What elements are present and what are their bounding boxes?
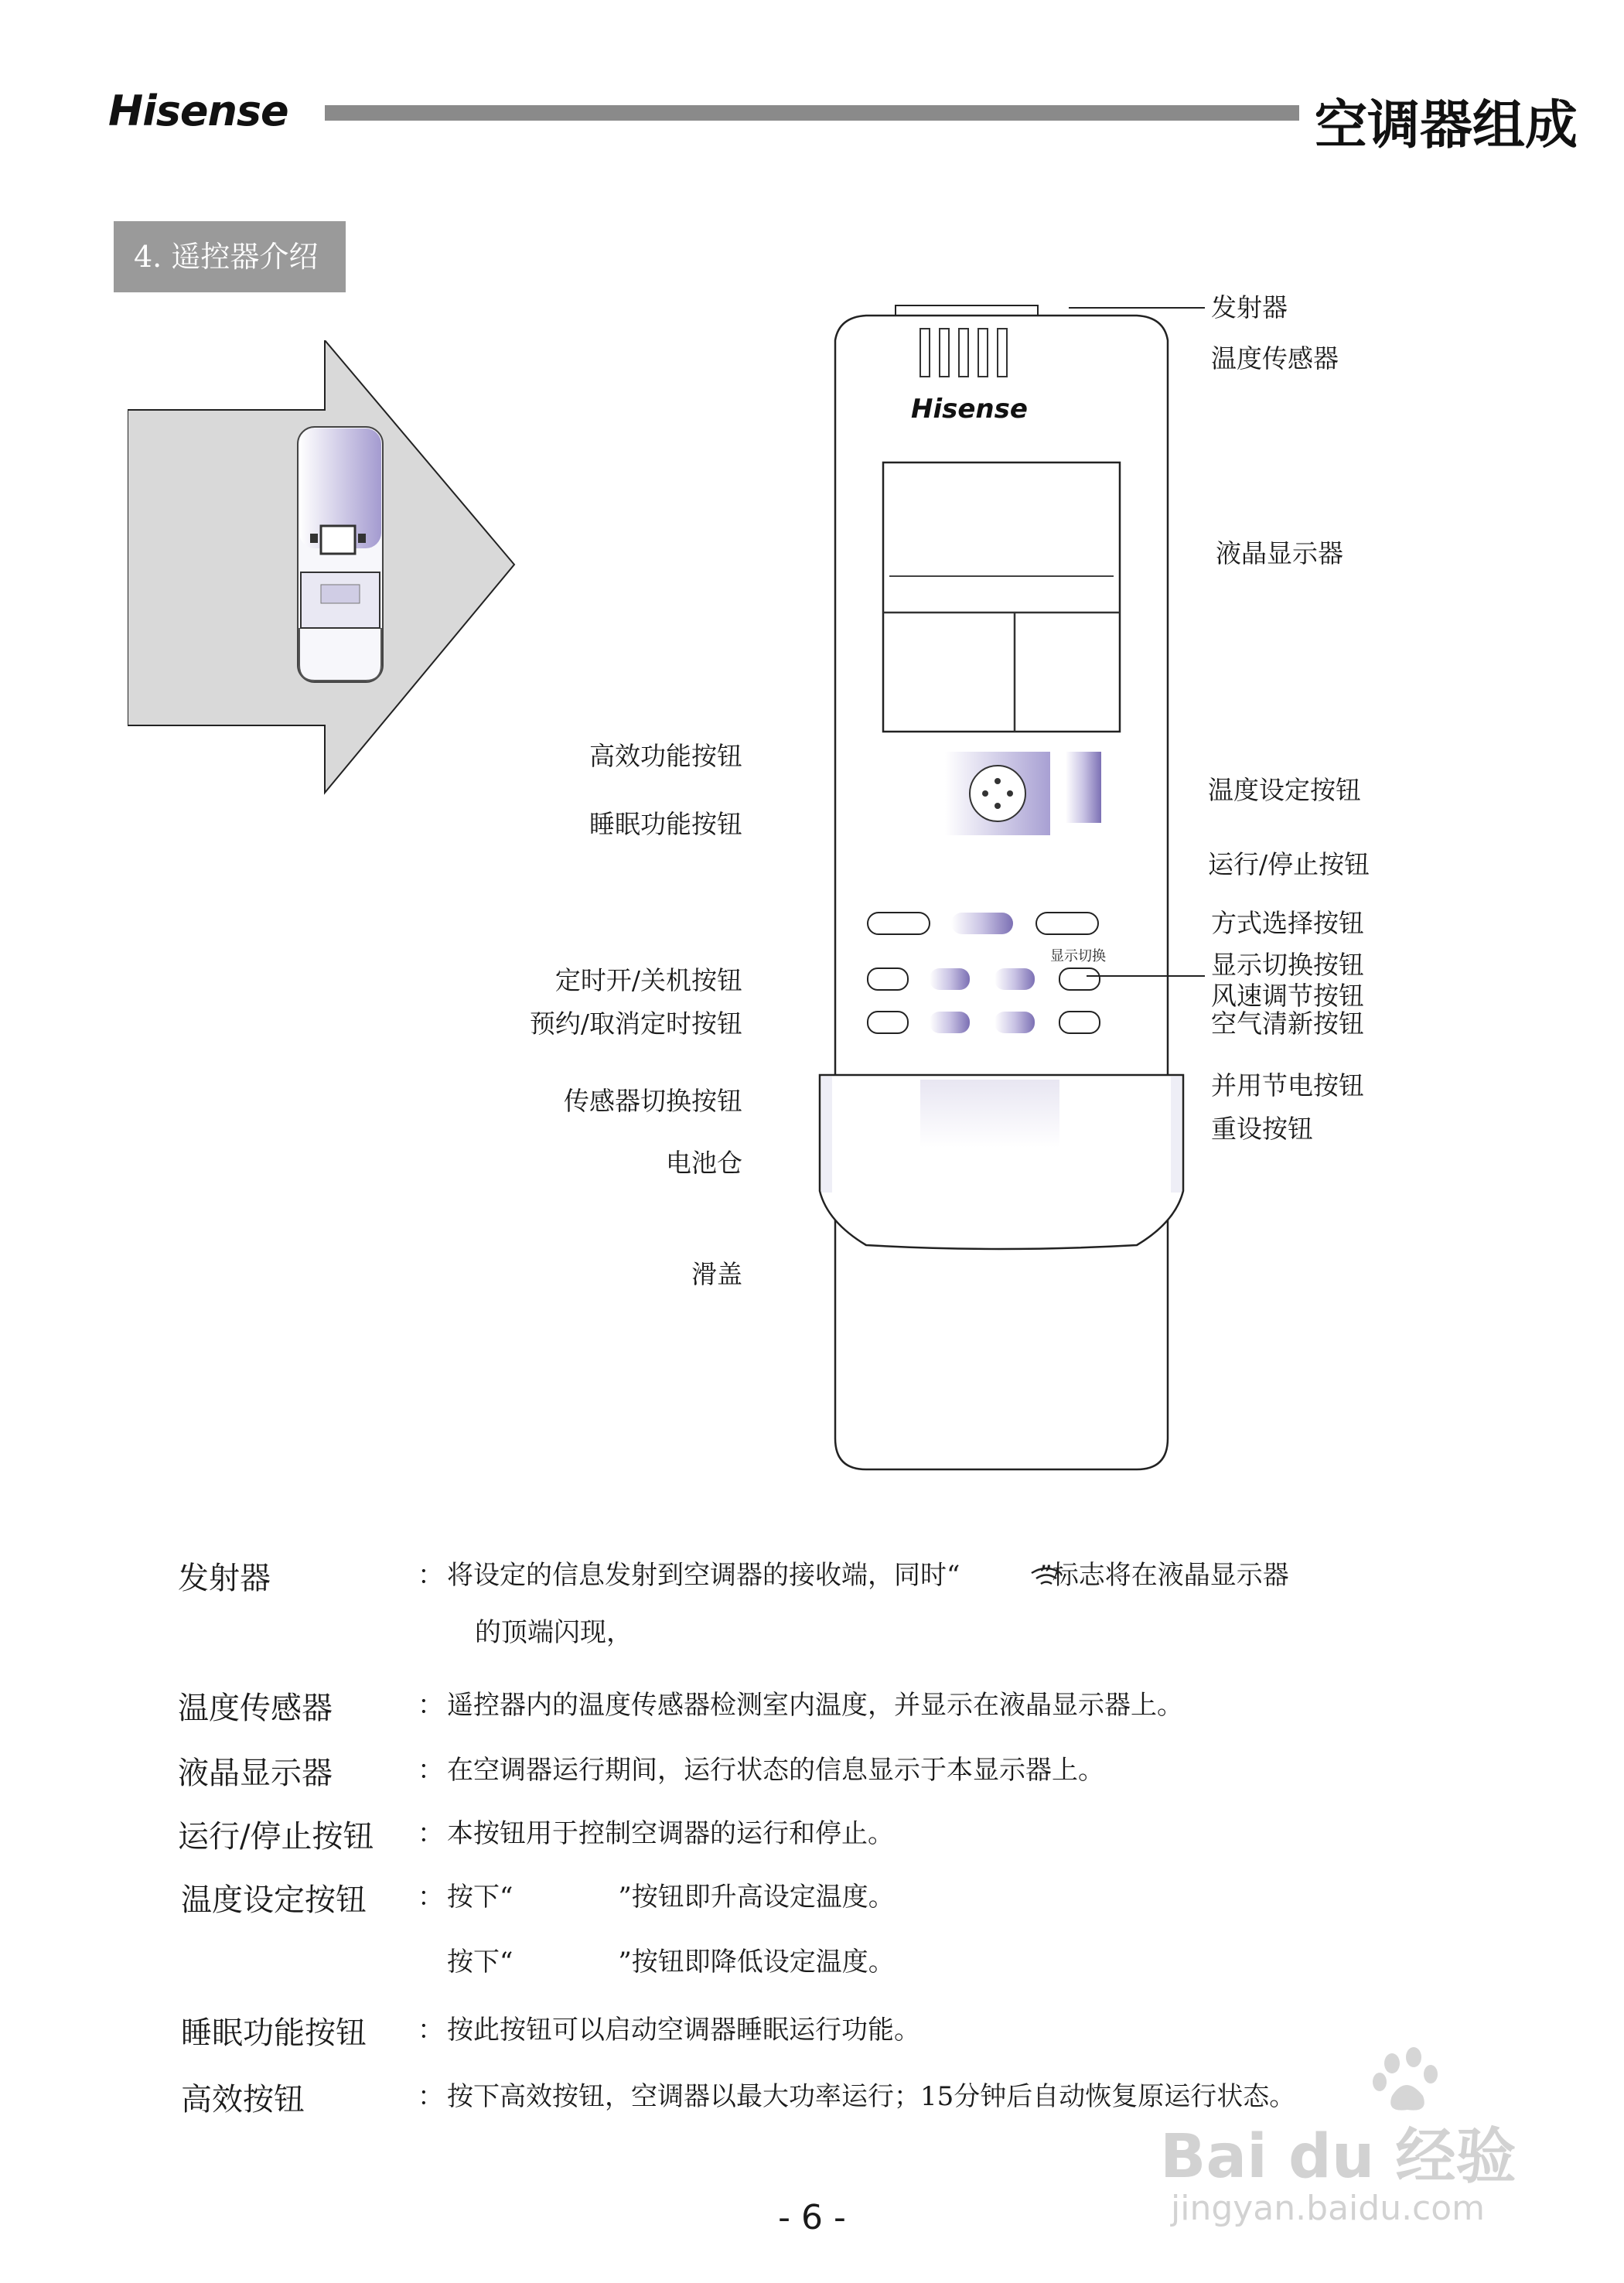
desc-colon: ：	[418, 2081, 444, 2112]
desc-colon: ：	[418, 1882, 444, 1913]
desc-colon: ：	[418, 1560, 444, 1591]
desc-text-turbo: 按下高效按钮，空调器以最大功率运行；15分钟后自动恢复原运行状态。	[447, 2081, 1296, 2112]
desc-term-emitter: 发射器	[178, 1561, 271, 1596]
callout-temp-set: 温度设定按钮	[1208, 775, 1361, 805]
desc-colon: ：	[418, 1690, 444, 1721]
desc-term-sleep: 睡眠功能按钮	[181, 2015, 367, 2051]
desc-text-temp-sensor: 遥控器内的温度传感器检测室内温度，并显示在液晶显示器上。	[447, 1690, 1183, 1721]
callout-reset: 重设按钮	[1211, 1114, 1313, 1144]
desc-colon: ：	[418, 1755, 444, 1786]
desc-term-lcd: 液晶显示器	[178, 1756, 333, 1791]
desc-text-emitter: 将设定的信息发射到空调器的接收端，同时“ ”标志将在液晶显示器	[447, 1560, 1289, 1591]
signal-icon	[1027, 1565, 1066, 1589]
desc-text-emitter-2: 的顶端闪现，	[475, 1617, 633, 1648]
watermark-url: jingyan.baidu.com	[1171, 2189, 1486, 2228]
callout-sensor-switch: 传感器切换按钮	[564, 1086, 742, 1116]
remote-control-drawing	[804, 294, 1199, 1493]
callout-turbo: 高效功能按钮	[589, 741, 742, 771]
desc-term-turbo: 高效按钮	[181, 2082, 305, 2117]
callout-emitter: 发射器	[1211, 292, 1288, 322]
desc-term-temp-sensor: 温度传感器	[178, 1691, 333, 1726]
section-badge: 4. 遥控器介绍	[114, 221, 346, 292]
page-title: 空调器组成	[1315, 94, 1578, 156]
callout-slide-cover: 滑盖	[691, 1259, 742, 1289]
remote-arrow-illustration	[128, 340, 522, 797]
callout-lcd: 液晶显示器	[1216, 538, 1343, 568]
callout-timer-onoff: 定时开/关机按钮	[554, 965, 742, 995]
callout-mode: 方式选择按钮	[1211, 908, 1364, 938]
desc-text-sleep: 按此按钮可以启动空调器睡眠运行功能。	[447, 2015, 920, 2046]
paw-icon	[1369, 2042, 1446, 2119]
watermark-brand: Bai du 经验	[1160, 2122, 1517, 2192]
callout-run-stop: 运行/停止按钮	[1208, 849, 1370, 879]
desc-colon: ：	[418, 1818, 444, 1849]
callout-sleep: 睡眠功能按钮	[589, 809, 742, 839]
desc-text-lcd: 在空调器运行期间，运行状态的信息显示于本显示器上。	[447, 1755, 1104, 1786]
brand-logo: Hisense	[108, 87, 288, 135]
desc-text-run-stop: 本按钮用于控制空调器的运行和停止。	[447, 1818, 894, 1849]
callout-battery: 电池仓	[666, 1148, 742, 1178]
callout-temp-sensor: 温度传感器	[1211, 343, 1339, 374]
remote-logo: Hisense	[911, 394, 1028, 425]
callout-air-fresh: 空气清新按钮	[1211, 1008, 1364, 1039]
desc-text-temp-down: 按下“ ”按钮即降低设定温度。	[447, 1947, 895, 1978]
desc-term-temp-set: 温度设定按钮	[181, 1882, 367, 1918]
callout-timer-cancel: 预约/取消定时按钮	[529, 1008, 742, 1039]
header-divider-bar	[325, 105, 1299, 121]
page-number: - 6 -	[778, 2198, 846, 2237]
desc-colon: ：	[418, 2015, 444, 2046]
desc-term-run-stop: 运行/停止按钮	[178, 1819, 374, 1855]
display-switch-text: 显示切换	[1050, 948, 1106, 964]
callout-fan-speed: 风速调节按钮	[1211, 981, 1364, 1011]
callout-display-switch: 显示切换按钮	[1211, 950, 1364, 980]
callout-energy-save: 并用节电按钮	[1211, 1070, 1364, 1101]
desc-text-temp-up: 按下“ ”按钮即升高设定温度。	[447, 1882, 895, 1913]
